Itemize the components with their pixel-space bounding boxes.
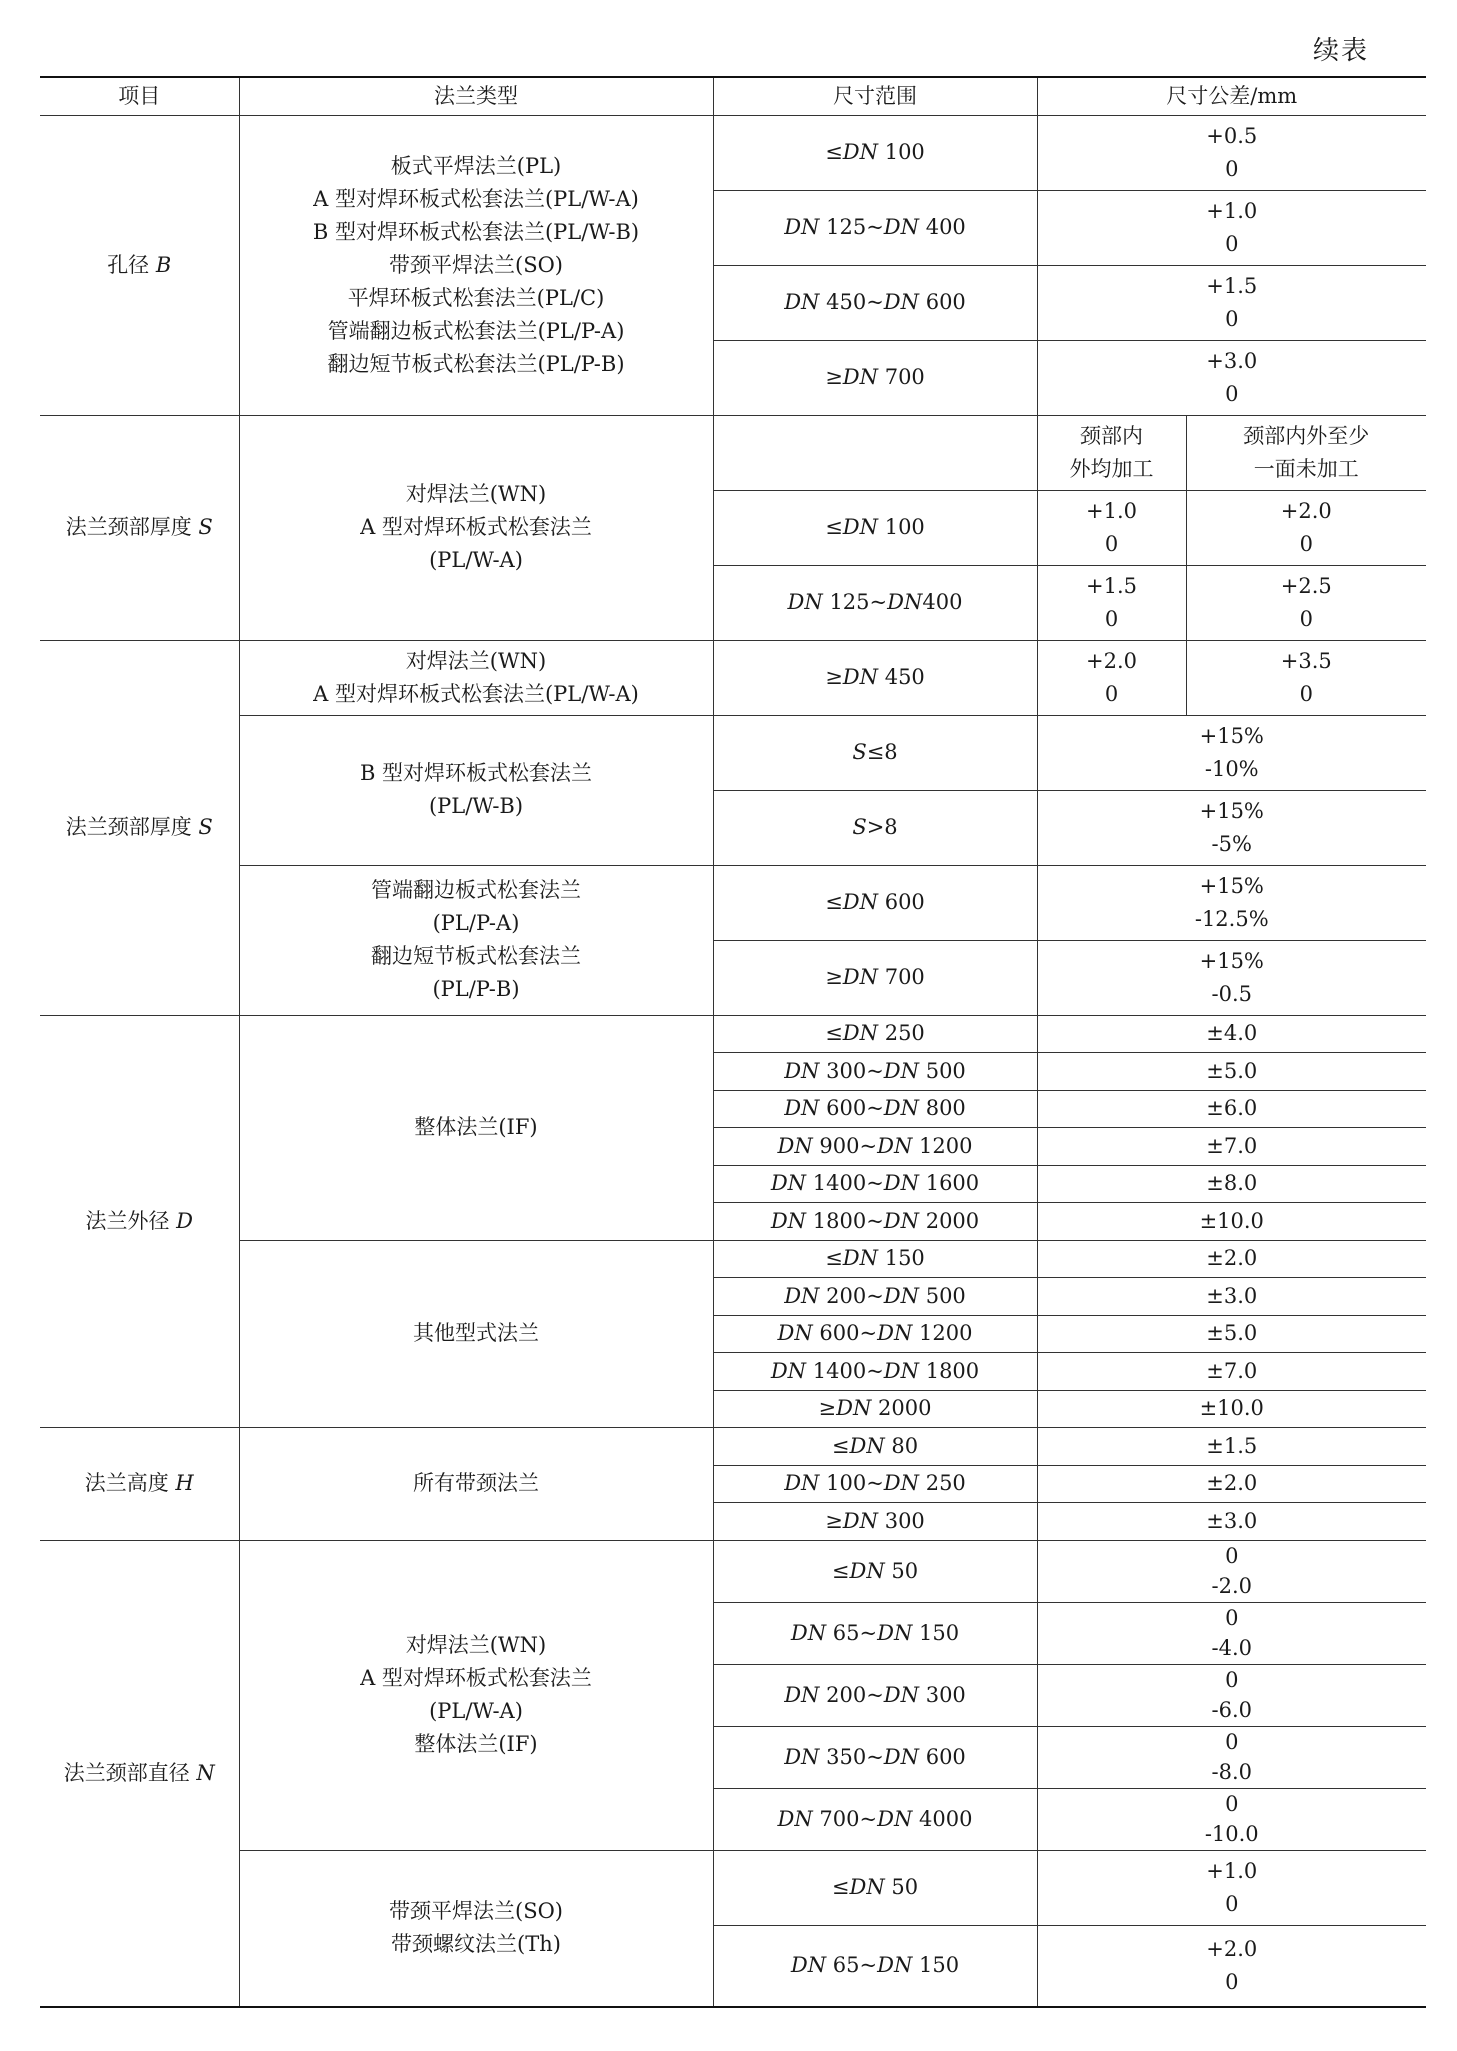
continued-label: 续表: [1312, 36, 1369, 66]
range-cell: S>8: [713, 790, 1037, 865]
range-cell: ≥DN 300: [713, 1503, 1037, 1541]
range-cell: ≤DN 50: [713, 1850, 1037, 1925]
range-cell: DN 900~DN 1200: [713, 1128, 1037, 1166]
range-cell: DN 700~DN 4000: [713, 1788, 1037, 1850]
range-cell: ≥DN 700: [713, 940, 1037, 1015]
table-row: [40, 865, 1426, 940]
item-cell: 法兰颈部厚度 S: [40, 640, 239, 1015]
tolerance-cell: ±2.0: [1037, 1465, 1426, 1503]
subhead-machined: 颈部内 外均加工: [1037, 415, 1186, 490]
tolerance-cell: 0 -8.0: [1037, 1726, 1426, 1788]
range-cell: DN 600~DN 1200: [713, 1315, 1037, 1353]
item-cell: 法兰颈部直径 N: [40, 1540, 239, 2007]
type-cell: 对焊法兰(WN) A 型对焊环板式松套法兰 (PL/W-A) 整体法兰(IF): [239, 1540, 713, 1850]
range-cell: DN 350~DN 600: [713, 1726, 1037, 1788]
tolerance-cell: +2.0 0: [1037, 1925, 1426, 2007]
type-cell: 带颈平焊法兰(SO) 带颈螺纹法兰(Th): [239, 1850, 713, 2007]
table-row: [40, 1240, 1426, 1278]
type-cell: 其他型式法兰: [239, 1240, 713, 1428]
tolerance-cell: ±4.0: [1037, 1015, 1426, 1053]
tolerance-cell: ±2.0: [1037, 1240, 1426, 1278]
tolerance-cell: +1.5 0: [1037, 265, 1426, 340]
item-cell: 法兰颈部厚度 S: [40, 415, 239, 640]
tolerance-cell: ±3.0: [1037, 1278, 1426, 1316]
tolerance-cell: 0 -6.0: [1037, 1664, 1426, 1726]
tolerance-cell: ±3.0: [1037, 1503, 1426, 1541]
tolerance-cell: ±10.0: [1037, 1203, 1426, 1241]
range-cell: ≤DN 150: [713, 1240, 1037, 1278]
tolerance-cell: +15% -10%: [1037, 715, 1426, 790]
table-row: [40, 1428, 1426, 1466]
tolerance-cell: +15% -0.5: [1037, 940, 1426, 1015]
subhead-unmachined: 颈部内外至少 一面未加工: [1186, 415, 1426, 490]
tolerance-cell: ±10.0: [1037, 1390, 1426, 1428]
table-row: [40, 640, 1426, 715]
item-cell: 法兰高度 H: [40, 1428, 239, 1541]
range-cell: ≤DN 50: [713, 1540, 1037, 1602]
range-cell: DN 200~DN 300: [713, 1664, 1037, 1726]
type-cell: 对焊法兰(WN) A 型对焊环板式松套法兰(PL/W-A): [239, 640, 713, 715]
table-row: [40, 1015, 1426, 1053]
range-cell: DN 1400~DN 1600: [713, 1165, 1037, 1203]
range-cell: DN 100~DN 250: [713, 1465, 1037, 1503]
item-cell: 法兰外径 D: [40, 1015, 239, 1428]
range-cell: ≥DN 450: [713, 640, 1037, 715]
tolerance-cell: +15% -5%: [1037, 790, 1426, 865]
range-cell: DN 125~DN400: [713, 565, 1037, 640]
type-cell: 所有带颈法兰: [239, 1428, 713, 1541]
col-item: 项目: [40, 77, 239, 115]
type-cell: 整体法兰(IF): [239, 1015, 713, 1240]
table-row: [40, 715, 1426, 790]
range-cell: ≥DN 700: [713, 340, 1037, 415]
tolerance-cell: ±1.5: [1037, 1428, 1426, 1466]
range-cell: DN 450~DN 600: [713, 265, 1037, 340]
tolerance-cell: +1.0 0: [1037, 490, 1186, 565]
range-cell: DN 200~DN 500: [713, 1278, 1037, 1316]
range-cell: DN 125~DN 400: [713, 190, 1037, 265]
type-cell: 对焊法兰(WN) A 型对焊环板式松套法兰 (PL/W-A): [239, 415, 713, 640]
flange-tolerance-table: [40, 76, 1426, 2008]
tolerance-cell: +1.0 0: [1037, 1850, 1426, 1925]
range-cell: ≤DN 100: [713, 490, 1037, 565]
tolerance-cell: +2.0 0: [1186, 490, 1426, 565]
range-cell: ≤DN 250: [713, 1015, 1037, 1053]
range-cell: DN 1400~DN 1800: [713, 1353, 1037, 1391]
tolerance-cell: +0.5 0: [1037, 115, 1426, 190]
col-flange-type: 法兰类型: [239, 77, 713, 115]
range-cell: DN 65~DN 150: [713, 1602, 1037, 1664]
table-row: [40, 1850, 1426, 1925]
type-cell: B 型对焊环板式松套法兰 (PL/W-B): [239, 715, 713, 865]
tolerance-cell: 0 -2.0: [1037, 1540, 1426, 1602]
range-cell: ≤DN 600: [713, 865, 1037, 940]
table-row: [40, 115, 1426, 190]
range-cell: DN 600~DN 800: [713, 1090, 1037, 1128]
table-row: [40, 415, 1426, 490]
range-cell: ≥DN 2000: [713, 1390, 1037, 1428]
table-row: [40, 1540, 1426, 1602]
tolerance-cell: +3.0 0: [1037, 340, 1426, 415]
tolerance-cell: ±6.0: [1037, 1090, 1426, 1128]
tolerance-cell: ±7.0: [1037, 1353, 1426, 1391]
tolerance-cell: +2.5 0: [1186, 565, 1426, 640]
tolerance-cell: +3.5 0: [1186, 640, 1426, 715]
tolerance-cell: ±8.0: [1037, 1165, 1426, 1203]
tolerance-cell: ±5.0: [1037, 1053, 1426, 1091]
tolerance-cell: ±7.0: [1037, 1128, 1426, 1166]
col-tolerance: 尺寸公差/mm: [1037, 77, 1426, 115]
range-cell: DN 300~DN 500: [713, 1053, 1037, 1091]
type-cell: 管端翻边板式松套法兰 (PL/P-A) 翻边短节板式松套法兰 (PL/P-B): [239, 865, 713, 1015]
tolerance-cell: +1.0 0: [1037, 190, 1426, 265]
tolerance-cell: ±5.0: [1037, 1315, 1426, 1353]
tolerance-cell: +1.5 0: [1037, 565, 1186, 640]
range-cell: DN 1800~DN 2000: [713, 1203, 1037, 1241]
tolerance-cell: +15% -12.5%: [1037, 865, 1426, 940]
range-cell: DN 65~DN 150: [713, 1925, 1037, 2007]
tolerance-cell: 0 -10.0: [1037, 1788, 1426, 1850]
range-cell: ≤DN 80: [713, 1428, 1037, 1466]
item-cell: 孔径 B: [40, 115, 239, 415]
type-cell: 板式平焊法兰(PL) A 型对焊环板式松套法兰(PL/W-A) B 型对焊环板式松套法兰(PL/W-B) 带颈平焊法兰(SO) 平焊环板式松套法兰(PL/C) 管端翻边板式松套法兰(PL/P-A) 翻边短节板式松套法兰(PL/P-B): [239, 115, 713, 415]
range-cell: [713, 415, 1037, 490]
range-cell: ≤DN 100: [713, 115, 1037, 190]
range-cell: S≤8: [713, 715, 1037, 790]
col-size-range: 尺寸范围: [713, 77, 1037, 115]
tolerance-cell: +2.0 0: [1037, 640, 1186, 715]
header-row: [40, 77, 1426, 115]
tolerance-cell: 0 -4.0: [1037, 1602, 1426, 1664]
